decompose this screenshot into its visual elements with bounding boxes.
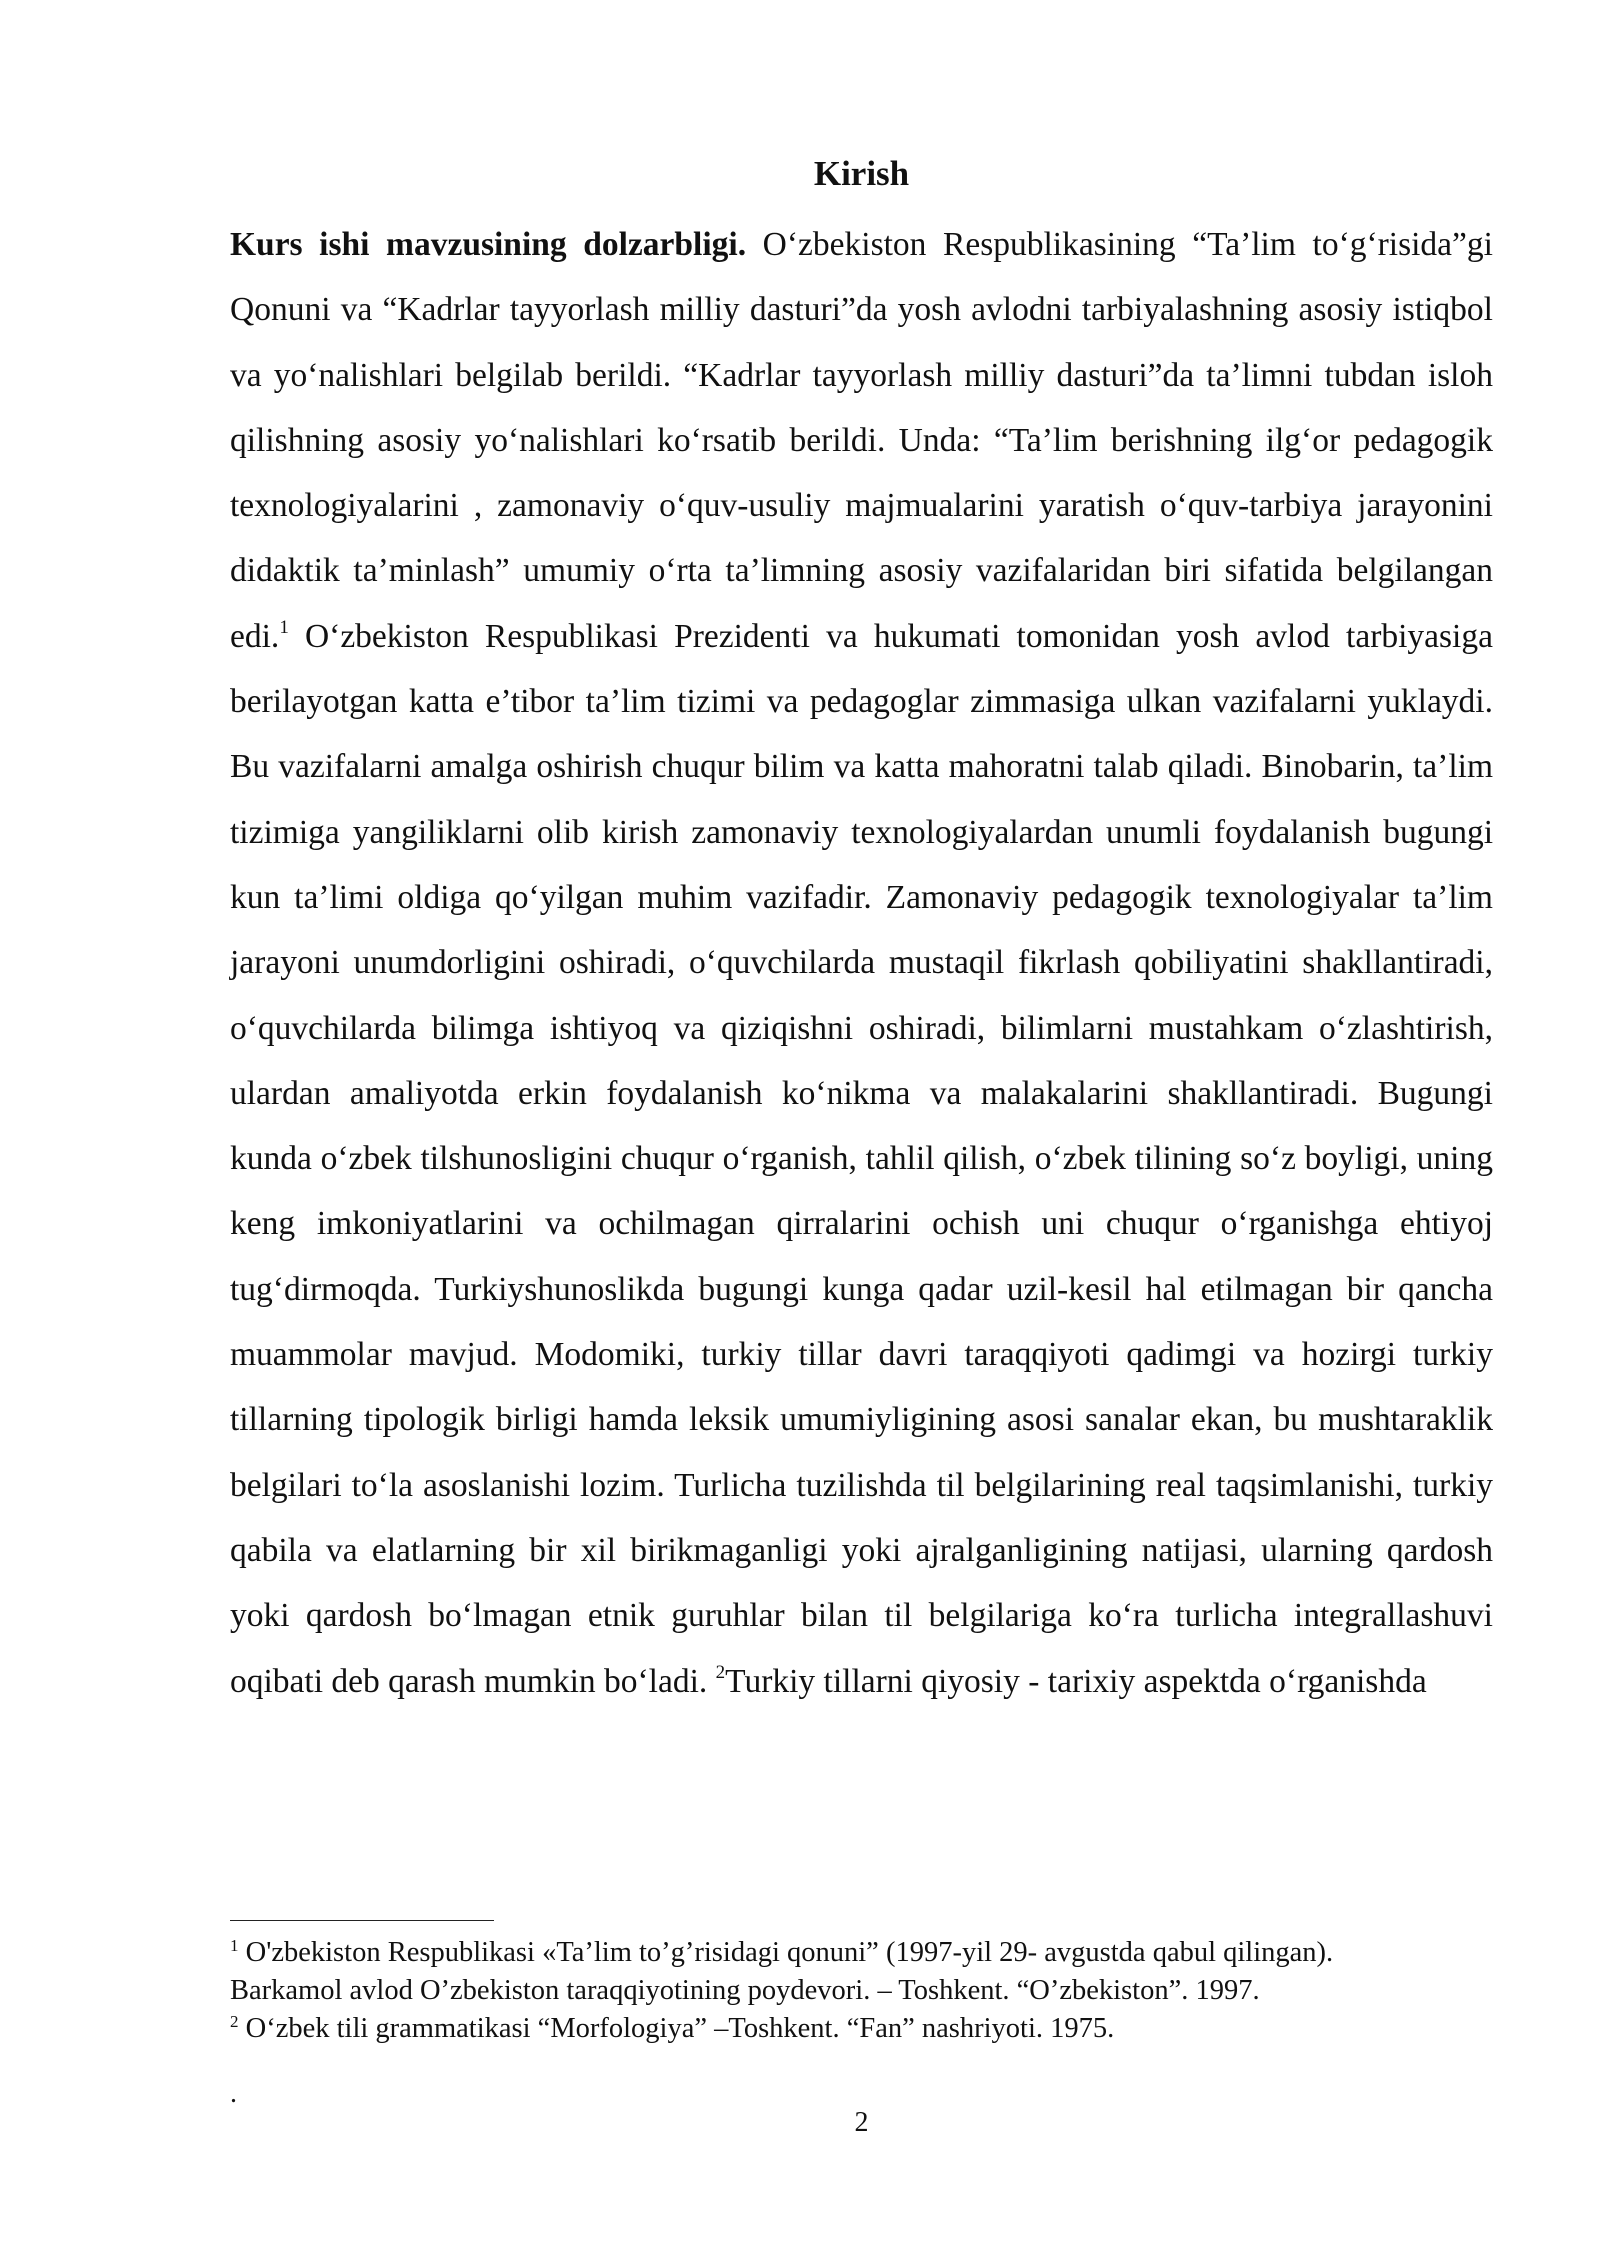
footnote-2-line-1: O‘zbek tili grammatikasi “Morfologiya” –Toshkent. “Fan” nashriyoti. 1975.: [238, 2013, 1115, 2044]
footnote-reference-1[interactable]: 1: [279, 616, 289, 638]
body-paragraph: [230, 212, 1493, 1714]
footnote-1-line-1: O'zbekiston Respublikasi «Ta’lim to’g’risidagi qonuni” (1997-yil 29- avgustda qabul qilingan).: [238, 1937, 1334, 1968]
footnote-2: [230, 2010, 1530, 2048]
stray-mark: .: [230, 2078, 237, 2109]
page-title: Kirish: [813, 154, 910, 193]
paragraph-text-part-1: O‘zbekiston Respublikasining “Ta’lim to‘g‘risida”gi Qonuni va “Kadrlar tayyorlash milliy dasturi”da yosh avlodni tarbiyalashning asosiy istiqbol va yo‘nalishlari belgilab berildi. “Kadrlar tayyorlash milliy dasturi”da ta’limni tubdan isloh qilishning asosiy yo‘nalishlari ko‘rsatib berildi. Unda: “Ta’lim berishning ilg‘or pedagogik texnologiyalarini , zamonaviy o‘quv-usuliy majmualarini yaratish o‘quv-tarbiya jarayonini didaktik ta’minlash” umumiy o‘rta ta’limning asosiy vazifalaridan biri sifatida belgilangan edi.: [230, 226, 1493, 655]
footnote-reference-2[interactable]: 2: [715, 1661, 726, 1683]
footnote-separator: [230, 1920, 494, 1921]
paragraph-text-part-2: O‘zbekiston Respublikasi Prezidenti va hukumati tomonidan yosh avlod tarbiyasiga berilayotgan katta e’tibor ta’lim tizimi va pedagoglar zimmasiga ulkan vazifalarni yuklaydi. Bu vazifalarni amalga oshirish chuqur bilim va katta mahoratni talab qiladi. Binobarin, ta’lim tizimiga yangiliklarni olib kirish zamonaviy texnologiyalardan unumli foydalanish bugungi kun ta’limi oldiga qo‘yilgan muhim vazifadir. Zamonaviy pedagogik texnologiyalar ta’lim jarayoni unumdorligini oshiradi, o‘quvchilarda mustaqil fikrlash qobiliyatini shakllantiradi, o‘quvchilarda bilimga ishtiyoq va qiziqishni oshiradi, bilimlarni mustahkam o‘zlashtirish, ulardan amaliyotda erkin foydalanish ko‘nikma va malakalarini shakllantiradi. Bugungi kunda o‘zbek tilshunosligini chuqur o‘rganish, tahlil qilish, o‘zbek tilining so‘z boyligi, uning keng imkoniyatlarini va ochilmagan qirralarini ochish uni chuqur o‘rganishga ehtiyoj tug‘dirmoqda. Turkiyshunoslikda bugungi kunga qadar uzil-kesil hal etilmagan bir qancha muammolar mavjud. Modomiki, turkiy tillar davri taraqqiyoti qadimgi va hozirgi turkiy tillarning tipologik birligi hamda leksik umumiyligining asosi sanalar ekan, bu mushtaraklik belgilari to‘la asoslanishi lozim. Turlicha tuzilishda til belgilarining real taqsimlanishi, turkiy qabila va elatlarning bir xil birikmaganligi yoki ajralganligining natijasi, ularning qardosh yoki qardosh bo‘lmagan etnik guruhlar bilan til belgilariga ko‘ra turlicha integrallashuvi oqibati deb qarash mumkin bo‘ladi.: [230, 617, 1493, 1700]
paragraph-text-part-3: Turkiy tillarni qiyosiy - tarixiy aspektda o‘rganishda: [725, 1662, 1427, 1700]
footnote-marker-2: 2: [230, 2012, 239, 2031]
page-number: 2: [854, 2107, 869, 2138]
footnote-1: [230, 1934, 1530, 2010]
paragraph-lead-heading: Kurs ishi mavzusining dolzarbligi.: [230, 226, 747, 263]
footnote-marker-1: 1: [230, 1936, 239, 1955]
footnotes: [230, 1934, 1530, 2048]
footnote-1-line-2: Barkamol avlod O’zbekiston taraqqiyotining poydevori. – Toshkent. “O’zbekiston”. 1997.: [230, 1975, 1260, 2006]
